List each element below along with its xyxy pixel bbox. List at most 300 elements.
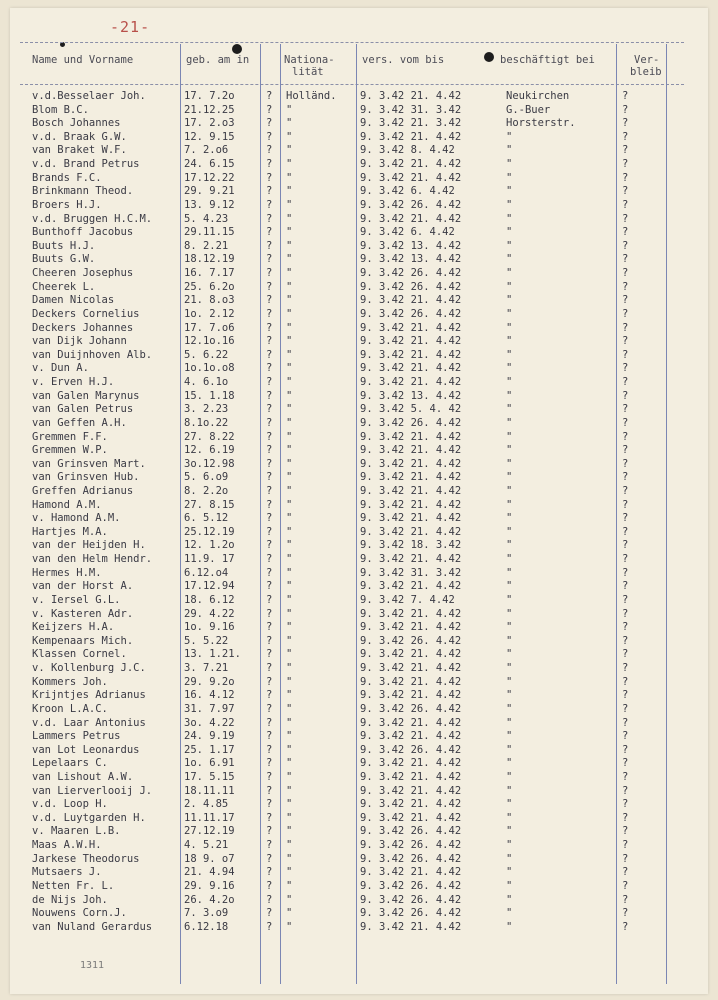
cell-birthplace: ?: [266, 539, 273, 552]
cell-birthplace: ?: [266, 362, 273, 375]
table-row: [0, 880, 700, 894]
cell-whereabouts: ?: [622, 226, 629, 239]
table-row: [0, 635, 700, 649]
cell-insured-period: 9. 3.42 5. 4. 42: [360, 403, 462, 416]
cell-whereabouts: ?: [622, 117, 629, 130]
cell-whereabouts: ?: [622, 198, 629, 211]
cell-insured-period: 9. 3.42 21. 4.42: [360, 471, 462, 484]
table-row: [0, 322, 700, 336]
cell-nationality: ": [286, 348, 293, 361]
cell-insured-period: 9. 3.42 26. 4.42: [360, 879, 462, 892]
cell-insured-period: 9. 3.42 21. 4.42: [360, 866, 462, 879]
cell-name: Hermes H.M.: [32, 566, 102, 579]
table-row: [0, 199, 700, 213]
cell-birthplace: ?: [266, 267, 273, 280]
table-row: [0, 730, 700, 744]
cell-insured-period: 9. 3.42 21. 4.42: [360, 553, 462, 566]
cell-name: v. Hamond A.M.: [32, 512, 121, 525]
cell-employer: ": [506, 675, 513, 688]
cell-birth-date: 25.12.19: [184, 525, 235, 538]
cell-nationality: Holländ.: [286, 90, 337, 102]
cell-birthplace: ?: [266, 716, 273, 729]
cell-birth-date: 5. 4.23: [184, 212, 229, 225]
cell-whereabouts: ?: [622, 893, 629, 906]
cell-birthplace: ?: [266, 212, 273, 225]
cell-birthplace: ?: [266, 553, 273, 566]
cell-birthplace: ?: [266, 743, 273, 756]
cell-birth-date: 17. 7.2o: [184, 90, 235, 102]
cell-name: v.d. Loop H.: [32, 798, 108, 811]
table-row: [0, 676, 700, 690]
cell-nationality: ": [286, 648, 293, 661]
cell-insured-period: 9. 3.42 26. 4.42: [360, 893, 462, 906]
cell-birth-date: 15. 1.18: [184, 389, 235, 402]
cell-name: Cheerek L.: [32, 280, 96, 293]
cell-name: v. Dun A.: [32, 362, 89, 375]
header-whereabouts-2: bleib: [630, 66, 662, 78]
cell-insured-period: 9. 3.42 21. 4.42: [360, 158, 462, 171]
cell-birth-date: 6.12.o4: [184, 566, 229, 579]
cell-birthplace: ?: [266, 852, 273, 865]
cell-whereabouts: ?: [622, 593, 629, 606]
cell-birthplace: ?: [266, 771, 273, 783]
cell-birth-date: 3. 2.23: [184, 403, 229, 416]
cell-name: v.d. Braak G.W.: [32, 130, 127, 143]
cell-employer: ": [506, 730, 513, 743]
cell-whereabouts: ?: [622, 920, 629, 933]
cell-birth-date: 29.11.15: [184, 226, 235, 239]
table-row: [0, 580, 700, 594]
cell-nationality: ": [286, 307, 293, 320]
table-row: [0, 390, 700, 404]
cell-name: Maas A.W.H.: [32, 839, 102, 852]
cell-name: Krijntjes Adrianus: [32, 689, 146, 702]
cell-name: Klassen Cornel.: [32, 648, 127, 661]
cell-nationality: ": [286, 730, 293, 743]
cell-employer: ": [506, 553, 513, 566]
cell-whereabouts: ?: [622, 648, 629, 661]
cell-name: v.d.Besselaer Joh.: [32, 90, 146, 102]
cell-birth-date: 24. 9.19: [184, 730, 235, 743]
table-row: [0, 213, 700, 227]
cell-insured-period: 9. 3.42 26. 4.42: [360, 634, 462, 647]
cell-whereabouts: ?: [622, 403, 629, 416]
cell-birthplace: ?: [266, 512, 273, 525]
cell-birthplace: ?: [266, 920, 273, 933]
header-nationality-2: lität: [292, 66, 324, 78]
cell-employer: ": [506, 416, 513, 429]
cell-insured-period: 9. 3.42 26. 4.42: [360, 198, 462, 211]
cell-nationality: ": [286, 294, 293, 307]
table-row: [0, 785, 700, 799]
cell-employer: G.-Buer: [506, 103, 551, 116]
cell-insured-period: 9. 3.42 13. 4.42: [360, 389, 462, 402]
cell-employer: ": [506, 825, 513, 838]
cell-birthplace: ?: [266, 580, 273, 593]
cell-insured-period: 9. 3.42 6. 4.42: [360, 226, 455, 239]
cell-whereabouts: ?: [622, 553, 629, 566]
cell-nationality: ": [286, 607, 293, 620]
cell-birthplace: ?: [266, 144, 273, 157]
cell-insured-period: 9. 3.42 26. 4.42: [360, 907, 462, 920]
cell-whereabouts: ?: [622, 852, 629, 865]
cell-birth-date: 16. 7.17: [184, 267, 235, 280]
cell-nationality: ": [286, 784, 293, 797]
cell-insured-period: 9. 3.42 21. 4.42: [360, 294, 462, 307]
table-row: [0, 621, 700, 635]
cell-insured-period: 9. 3.42 31. 3.42: [360, 566, 462, 579]
cell-employer: ": [506, 484, 513, 497]
cell-birth-date: 1o.1o.o8: [184, 362, 235, 375]
cell-whereabouts: ?: [622, 321, 629, 334]
table-row: [0, 281, 700, 295]
table-row: [0, 403, 700, 417]
cell-birth-date: 3o. 4.22: [184, 716, 235, 729]
cell-name: Deckers Johannes: [32, 321, 134, 334]
cell-employer: Neukirchen: [506, 90, 570, 102]
cell-nationality: ": [286, 553, 293, 566]
cell-birth-date: 29. 4.22: [184, 607, 235, 620]
cell-nationality: ": [286, 416, 293, 429]
table-row: [0, 444, 700, 458]
cell-name: van der Heijden H.: [32, 539, 146, 552]
cell-employer: ": [506, 907, 513, 920]
cell-insured-period: 9. 3.42 21. 4.42: [360, 457, 462, 470]
cell-birthplace: ?: [266, 185, 273, 198]
table-row: [0, 594, 700, 608]
cell-name: van Geffen A.H.: [32, 416, 127, 429]
cell-birthplace: ?: [266, 702, 273, 715]
cell-nationality: ": [286, 634, 293, 647]
cell-whereabouts: ?: [622, 239, 629, 252]
cell-insured-period: 9. 3.42 21. 4.42: [360, 607, 462, 620]
cell-birthplace: ?: [266, 498, 273, 511]
cell-whereabouts: ?: [622, 675, 629, 688]
cell-insured-period: 9. 3.42 21. 4.42: [360, 675, 462, 688]
cell-name: Buuts G.W.: [32, 253, 96, 266]
table-row: [0, 539, 700, 553]
cell-name: Buuts H.J.: [32, 239, 96, 252]
cell-name: Lepelaars C.: [32, 757, 108, 770]
cell-whereabouts: ?: [622, 512, 629, 525]
cell-employer: ": [506, 403, 513, 416]
cell-birthplace: ?: [266, 798, 273, 811]
cell-insured-period: 9. 3.42 21. 4.42: [360, 498, 462, 511]
table-row: [0, 499, 700, 513]
cell-name: v.d. Laar Antonius: [32, 716, 146, 729]
cell-insured-period: 9. 3.42 21. 4.42: [360, 321, 462, 334]
cell-birthplace: ?: [266, 784, 273, 797]
table-row: [0, 117, 700, 131]
cell-birthplace: ?: [266, 130, 273, 143]
cell-whereabouts: ?: [622, 811, 629, 824]
table-row: [0, 839, 700, 853]
cell-name: v. Kollenburg J.C.: [32, 662, 146, 675]
cell-name: van der Horst A.: [32, 580, 134, 593]
cell-birth-date: 6. 5.12: [184, 512, 229, 525]
table-row: [0, 131, 700, 145]
cell-name: Kroon L.A.C.: [32, 702, 108, 715]
cell-employer: ": [506, 743, 513, 756]
cell-employer: ": [506, 389, 513, 402]
table-row: [0, 825, 700, 839]
cell-nationality: ": [286, 920, 293, 933]
header-nationality-1: Nationa-: [284, 54, 335, 66]
cell-name: Brinkmann Theod.: [32, 185, 134, 198]
table-row: [0, 267, 700, 281]
cell-name: van Dijk Johann: [32, 335, 127, 348]
table-row: [0, 853, 700, 867]
cell-employer: ": [506, 171, 513, 184]
cell-birthplace: ?: [266, 403, 273, 416]
table-row: [0, 662, 700, 676]
archive-stamp: 1311: [80, 960, 105, 971]
cell-whereabouts: ?: [622, 907, 629, 920]
cell-whereabouts: ?: [622, 144, 629, 157]
cell-nationality: ": [286, 743, 293, 756]
cell-insured-period: 9. 3.42 21. 4.42: [360, 757, 462, 770]
cell-birth-date: 29. 9.2o: [184, 675, 235, 688]
cell-nationality: ": [286, 457, 293, 470]
cell-insured-period: 9. 3.42 26. 4.42: [360, 307, 462, 320]
cell-insured-period: 9. 3.42 21. 4.42: [360, 130, 462, 143]
cell-insured-period: 9. 3.42 13. 4.42: [360, 239, 462, 252]
cell-whereabouts: ?: [622, 757, 629, 770]
cell-birth-date: 11.9. 17: [184, 553, 235, 566]
cell-nationality: ": [286, 484, 293, 497]
cell-birth-date: 12. 9.15: [184, 130, 235, 143]
cell-birthplace: ?: [266, 866, 273, 879]
cell-employer: ": [506, 539, 513, 552]
cell-name: van Galen Marynus: [32, 389, 140, 402]
cell-nationality: ": [286, 757, 293, 770]
cell-nationality: ": [286, 702, 293, 715]
cell-whereabouts: ?: [622, 376, 629, 389]
cell-employer: ": [506, 280, 513, 293]
cell-insured-period: 9. 3.42 26. 4.42: [360, 825, 462, 838]
cell-employer: Horsterstr.: [506, 117, 576, 130]
cell-name: Gremmen F.F.: [32, 430, 108, 443]
cell-employer: ": [506, 158, 513, 171]
cell-insured-period: 9. 3.42 21. 4.42: [360, 621, 462, 634]
cell-name: Damen Nicolas: [32, 294, 115, 307]
cell-nationality: ": [286, 893, 293, 906]
cell-nationality: ": [286, 362, 293, 375]
cell-whereabouts: ?: [622, 457, 629, 470]
cell-insured-period: 9. 3.42 21. 4.42: [360, 811, 462, 824]
cell-nationality: ": [286, 566, 293, 579]
cell-birth-date: 8.1o.22: [184, 416, 229, 429]
table-row: [0, 812, 700, 826]
cell-birth-date: 12. 6.19: [184, 444, 235, 457]
cell-insured-period: 9. 3.42 21. 4.42: [360, 525, 462, 538]
cell-birthplace: ?: [266, 471, 273, 484]
cell-birth-date: 27. 8.15: [184, 498, 235, 511]
cell-name: van Lierverlooij J.: [32, 784, 153, 797]
cell-birthplace: ?: [266, 648, 273, 661]
cell-whereabouts: ?: [622, 307, 629, 320]
cell-name: van Lishout A.W.: [32, 771, 134, 783]
table-row: [0, 431, 700, 445]
cell-birthplace: ?: [266, 294, 273, 307]
cell-birthplace: ?: [266, 634, 273, 647]
table-row: [0, 485, 700, 499]
cell-employer: ": [506, 376, 513, 389]
cell-name: de Nijs Joh.: [32, 893, 108, 906]
cell-employer: ": [506, 593, 513, 606]
cell-employer: ": [506, 362, 513, 375]
cell-employer: ": [506, 267, 513, 280]
cell-employer: ": [506, 893, 513, 906]
header-top-rule: [20, 42, 684, 43]
cell-birthplace: ?: [266, 593, 273, 606]
cell-name: Greffen Adrianus: [32, 484, 134, 497]
table-row: [0, 894, 700, 908]
cell-employer: ": [506, 852, 513, 865]
cell-nationality: ": [286, 403, 293, 416]
cell-whereabouts: ?: [622, 389, 629, 402]
cell-insured-period: 9. 3.42 21. 4.42: [360, 771, 462, 783]
cell-birth-date: 13. 9.12: [184, 198, 235, 211]
header-insured-period: vers. vom bis: [362, 54, 445, 66]
cell-whereabouts: ?: [622, 280, 629, 293]
table-row: [0, 921, 700, 935]
table-row: [0, 703, 700, 717]
cell-birthplace: ?: [266, 662, 273, 675]
cell-nationality: ": [286, 376, 293, 389]
table-row: [0, 172, 700, 186]
cell-birth-date: 18 9. o7: [184, 852, 235, 865]
cell-birth-date: 8. 2.2o: [184, 484, 229, 497]
cell-insured-period: 9. 3.42 21. 3.42: [360, 117, 462, 130]
cell-name: v. Maaren L.B.: [32, 825, 121, 838]
cell-birthplace: ?: [266, 280, 273, 293]
table-row: [0, 689, 700, 703]
cell-nationality: ": [286, 158, 293, 171]
cell-whereabouts: ?: [622, 539, 629, 552]
cell-employer: ": [506, 662, 513, 675]
cell-insured-period: 9. 3.42 26. 4.42: [360, 839, 462, 852]
cell-birthplace: ?: [266, 757, 273, 770]
cell-insured-period: 9. 3.42 21. 4.42: [360, 716, 462, 729]
table-row: [0, 376, 700, 390]
cell-nationality: ": [286, 198, 293, 211]
cell-whereabouts: ?: [622, 621, 629, 634]
cell-birth-date: 29. 9.21: [184, 185, 235, 198]
table-row: [0, 362, 700, 376]
cell-employer: ": [506, 430, 513, 443]
cell-insured-period: 9. 3.42 21. 4.42: [360, 662, 462, 675]
cell-whereabouts: ?: [622, 90, 629, 102]
cell-whereabouts: ?: [622, 294, 629, 307]
cell-birth-date: 3o.12.98: [184, 457, 235, 470]
cell-birthplace: ?: [266, 198, 273, 211]
header-whereabouts-1: Ver-: [634, 54, 660, 66]
cell-nationality: ": [286, 907, 293, 920]
cell-name: Blom B.C.: [32, 103, 89, 116]
cell-employer: ": [506, 185, 513, 198]
cell-nationality: ": [286, 185, 293, 198]
cell-name: van Grinsven Hub.: [32, 471, 140, 484]
cell-nationality: ": [286, 689, 293, 702]
cell-insured-period: 9. 3.42 8. 4.42: [360, 144, 455, 157]
table-row: [0, 417, 700, 431]
cell-birth-date: 7. 3.o9: [184, 907, 229, 920]
table-row: [0, 240, 700, 254]
cell-birthplace: ?: [266, 879, 273, 892]
cell-birth-date: 17. 5.15: [184, 771, 235, 783]
table-row: [0, 308, 700, 322]
cell-employer: ": [506, 811, 513, 824]
cell-whereabouts: ?: [622, 771, 629, 783]
cell-whereabouts: ?: [622, 702, 629, 715]
cell-birthplace: ?: [266, 158, 273, 171]
cell-insured-period: 9. 3.42 26. 4.42: [360, 280, 462, 293]
cell-birthplace: ?: [266, 321, 273, 334]
cell-name: Netten Fr. L.: [32, 879, 115, 892]
table-row: [0, 512, 700, 526]
table-row: [0, 294, 700, 308]
cell-employer: ": [506, 471, 513, 484]
cell-birthplace: ?: [266, 430, 273, 443]
cell-birth-date: 27. 8.22: [184, 430, 235, 443]
cell-whereabouts: ?: [622, 607, 629, 620]
cell-birth-date: 17.12.94: [184, 580, 235, 593]
cell-whereabouts: ?: [622, 866, 629, 879]
cell-employer: ": [506, 457, 513, 470]
cell-whereabouts: ?: [622, 130, 629, 143]
table-row: [0, 226, 700, 240]
cell-insured-period: 9. 3.42 21. 4.42: [360, 920, 462, 933]
cell-insured-period: 9. 3.42 21. 4.42: [360, 648, 462, 661]
cell-nationality: ": [286, 117, 293, 130]
cell-name: Broers H.J.: [32, 198, 102, 211]
cell-employer: ": [506, 307, 513, 320]
cell-whereabouts: ?: [622, 348, 629, 361]
cell-nationality: ": [286, 525, 293, 538]
cell-insured-period: 9. 3.42 21. 4.42: [360, 90, 462, 102]
cell-birth-date: 5. 5.22: [184, 634, 229, 647]
cell-whereabouts: ?: [622, 103, 629, 116]
cell-employer: ": [506, 798, 513, 811]
cell-nationality: ": [286, 621, 293, 634]
table-row: [0, 553, 700, 567]
cell-insured-period: 9. 3.42 21. 4.42: [360, 512, 462, 525]
header-name: Name und Vorname: [32, 54, 134, 66]
cell-birthplace: ?: [266, 348, 273, 361]
cell-birthplace: ?: [266, 307, 273, 320]
cell-whereabouts: ?: [622, 158, 629, 171]
cell-birth-date: 21. 8.o3: [184, 294, 235, 307]
cell-whereabouts: ?: [622, 716, 629, 729]
cell-birth-date: 8. 2.21: [184, 239, 229, 252]
cell-name: v.d. Luytgarden H.: [32, 811, 146, 824]
cell-nationality: ": [286, 580, 293, 593]
cell-nationality: ": [286, 130, 293, 143]
cell-whereabouts: ?: [622, 171, 629, 184]
table-row: [0, 526, 700, 540]
cell-employer: ": [506, 294, 513, 307]
cell-birth-date: 7. 2.o6: [184, 144, 229, 157]
cell-whereabouts: ?: [622, 185, 629, 198]
cell-birthplace: ?: [266, 689, 273, 702]
header-bottom-rule: [20, 84, 684, 85]
table-row: [0, 757, 700, 771]
cell-birth-date: 4. 5.21: [184, 839, 229, 852]
page-number: -21-: [110, 18, 151, 36]
cell-employer: ": [506, 648, 513, 661]
cell-whereabouts: ?: [622, 879, 629, 892]
